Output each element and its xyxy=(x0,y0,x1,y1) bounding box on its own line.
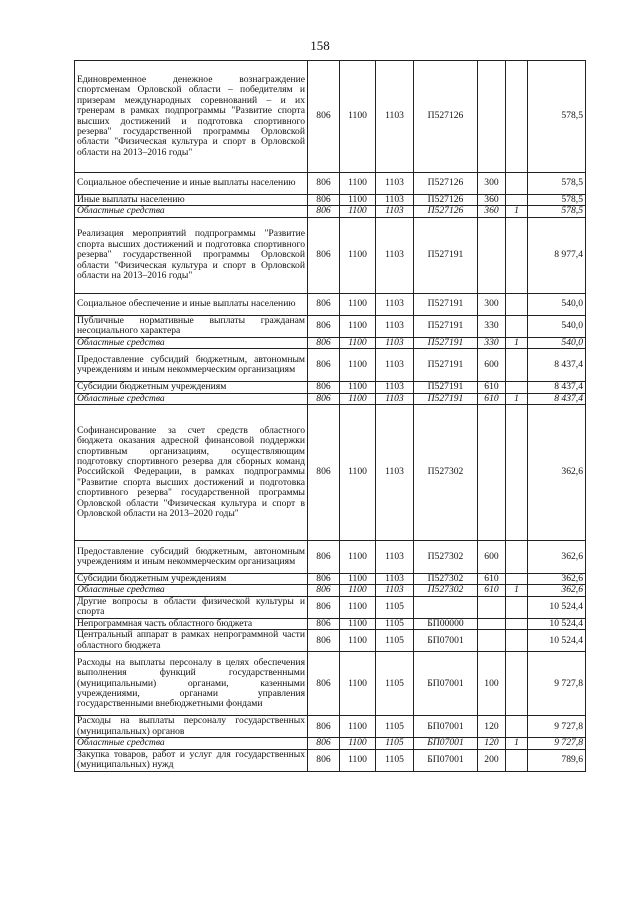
funding-source-cell xyxy=(506,217,528,293)
amount-cell: 540,0 xyxy=(528,293,586,315)
section-code-cell: 1100 xyxy=(340,630,376,652)
regional-funds-row xyxy=(75,393,586,404)
subsection-code-cell: 1103 xyxy=(376,315,414,337)
subsection-code-cell: 1105 xyxy=(376,716,414,738)
amount-cell: 10 524,4 xyxy=(528,618,586,629)
expense-type-cell: 120 xyxy=(478,738,506,749)
section-code-cell: 1100 xyxy=(340,585,376,596)
expense-name-cell: Единовременное денежное вознаграждение спортсменам Орловской области – победителям и призерам международных соревнований – и их тренерам в рамках подпрограммы "Развитие спорта высших достижений и подготовка спортивного резерва" государственной программы Орловской области "Физическая культура и спорт в Орловской области на 2013–2016 годы" xyxy=(75,61,308,173)
target-article-cell: БП07001 xyxy=(414,716,478,738)
target-article-cell: П527191 xyxy=(414,293,478,315)
subsection-code-cell: 1103 xyxy=(376,337,414,348)
target-article-cell: П527126 xyxy=(414,173,478,195)
target-article-cell: БП07001 xyxy=(414,652,478,716)
expense-name-cell: Областные средства xyxy=(75,206,308,217)
table-row xyxy=(75,618,586,629)
subsection-code-cell: 1103 xyxy=(376,349,414,382)
expense-name-cell: Закупка товаров, работ и услуг для государственных (муниципальных) нужд xyxy=(75,749,308,771)
target-article-cell: П527191 xyxy=(414,315,478,337)
section-code-cell: 1100 xyxy=(340,61,376,173)
expense-name-cell: Субсидии бюджетным учреждениям xyxy=(75,382,308,393)
subsection-code-cell: 1103 xyxy=(376,173,414,195)
table-row xyxy=(75,630,586,652)
funding-source-cell: 1 xyxy=(506,738,528,749)
expense-name-cell: Социальное обеспечение и иные выплаты населению xyxy=(75,293,308,315)
amount-cell: 8 437,4 xyxy=(528,382,586,393)
expense-name-cell: Центральный аппарат в рамках непрограммной части областного бюджета xyxy=(75,630,308,652)
funding-source-cell: 1 xyxy=(506,585,528,596)
amount-cell: 10 524,4 xyxy=(528,596,586,618)
expense-type-cell xyxy=(478,596,506,618)
expense-name-cell: Расходы на выплаты персоналу в целях обеспечения выполнения функций государственными (муниципальными) органами, казенными учреждениями, органами управления государственными внебюджетными фондами xyxy=(75,652,308,716)
amount-cell: 540,0 xyxy=(528,337,586,348)
subsection-code-cell: 1105 xyxy=(376,630,414,652)
target-article-cell: БП07001 xyxy=(414,630,478,652)
expense-type-cell: 610 xyxy=(478,585,506,596)
section-code-cell: 1100 xyxy=(340,574,376,585)
expense-name-cell: Социальное обеспечение и иные выплаты населению xyxy=(75,173,308,195)
section-code-cell: 1100 xyxy=(340,618,376,629)
subsection-code-cell: 1105 xyxy=(376,652,414,716)
subsection-code-cell: 1103 xyxy=(376,293,414,315)
expense-type-cell: 330 xyxy=(478,315,506,337)
subsection-code-cell: 1103 xyxy=(376,393,414,404)
expense-name-cell: Субсидии бюджетным учреждениям xyxy=(75,574,308,585)
amount-cell: 8 437,4 xyxy=(528,349,586,382)
section-code-cell: 1100 xyxy=(340,738,376,749)
funding-source-cell xyxy=(506,574,528,585)
amount-cell: 362,6 xyxy=(528,585,586,596)
funding-source-cell xyxy=(506,195,528,206)
ministry-code-cell: 806 xyxy=(308,382,340,393)
funding-source-cell xyxy=(506,315,528,337)
target-article-cell: П527302 xyxy=(414,405,478,541)
ministry-code-cell: 806 xyxy=(308,541,340,574)
ministry-code-cell: 806 xyxy=(308,206,340,217)
target-article-cell: БП07001 xyxy=(414,749,478,771)
table-row xyxy=(75,315,586,337)
ministry-code-cell: 806 xyxy=(308,585,340,596)
expense-type-cell: 200 xyxy=(478,749,506,771)
section-code-cell: 1100 xyxy=(340,206,376,217)
section-code-cell: 1100 xyxy=(340,173,376,195)
subsection-code-cell: 1103 xyxy=(376,574,414,585)
expense-type-cell xyxy=(478,405,506,541)
expense-type-cell: 120 xyxy=(478,716,506,738)
section-code-cell: 1100 xyxy=(340,217,376,293)
regional-funds-row xyxy=(75,206,586,217)
target-article-cell: П527126 xyxy=(414,61,478,173)
expense-name-cell: Расходы на выплаты персоналу государственных (муниципальных) органов xyxy=(75,716,308,738)
subsection-code-cell: 1105 xyxy=(376,738,414,749)
expense-type-cell: 360 xyxy=(478,206,506,217)
expense-type-cell xyxy=(478,61,506,173)
target-article-cell: П527302 xyxy=(414,585,478,596)
target-article-cell: БП07001 xyxy=(414,738,478,749)
subsection-code-cell: 1105 xyxy=(376,618,414,629)
ministry-code-cell: 806 xyxy=(308,630,340,652)
expense-type-cell: 330 xyxy=(478,337,506,348)
expense-type-cell: 600 xyxy=(478,541,506,574)
section-code-cell: 1100 xyxy=(340,652,376,716)
section-code-cell: 1100 xyxy=(340,315,376,337)
table-row xyxy=(75,382,586,393)
expense-name-cell: Реализация мероприятий подпрограммы "Развитие спорта высших достижений и подготовка спортивного резерва" государственной программы Орловской области "Физическая культура и спорт в Орловской области на 2013–2016 годы" xyxy=(75,217,308,293)
subsection-code-cell: 1103 xyxy=(376,382,414,393)
subsection-code-cell: 1103 xyxy=(376,206,414,217)
funding-source-cell xyxy=(506,173,528,195)
ministry-code-cell: 806 xyxy=(308,749,340,771)
expense-name-cell: Областные средства xyxy=(75,393,308,404)
section-code-cell: 1100 xyxy=(340,393,376,404)
section-code-cell: 1100 xyxy=(340,382,376,393)
funding-source-cell xyxy=(506,652,528,716)
expense-name-cell: Предоставление субсидий бюджетным, автономным учреждениям и иным некоммерческим организациям xyxy=(75,541,308,574)
budget-table xyxy=(74,60,586,772)
amount-cell: 9 727,8 xyxy=(528,716,586,738)
table-row xyxy=(75,716,586,738)
expense-name-cell: Публичные нормативные выплаты гражданам несоциального характера xyxy=(75,315,308,337)
funding-source-cell xyxy=(506,716,528,738)
ministry-code-cell: 806 xyxy=(308,337,340,348)
expense-name-cell: Областные средства xyxy=(75,337,308,348)
expense-name-cell: Иные выплаты населению xyxy=(75,195,308,206)
amount-cell: 578,5 xyxy=(528,195,586,206)
target-article-cell: П527126 xyxy=(414,195,478,206)
expense-type-cell: 600 xyxy=(478,349,506,382)
amount-cell: 789,6 xyxy=(528,749,586,771)
target-article-cell: П527191 xyxy=(414,337,478,348)
funding-source-cell: 1 xyxy=(506,337,528,348)
funding-source-cell xyxy=(506,749,528,771)
funding-source-cell: 1 xyxy=(506,393,528,404)
expense-name-cell: Областные средства xyxy=(75,738,308,749)
subsection-code-cell: 1105 xyxy=(376,596,414,618)
table-row xyxy=(75,405,586,541)
expense-name-cell: Предоставление субсидий бюджетным, автономным учреждениям и иным некоммерческим организациям xyxy=(75,349,308,382)
amount-cell: 362,6 xyxy=(528,574,586,585)
table-row xyxy=(75,61,586,173)
expense-type-cell xyxy=(478,630,506,652)
table-row xyxy=(75,749,586,771)
section-code-cell: 1100 xyxy=(340,405,376,541)
table-row xyxy=(75,293,586,315)
amount-cell: 8 977,4 xyxy=(528,217,586,293)
table-row xyxy=(75,652,586,716)
section-code-cell: 1100 xyxy=(340,337,376,348)
ministry-code-cell: 806 xyxy=(308,574,340,585)
amount-cell: 362,6 xyxy=(528,541,586,574)
expense-name-cell: Областные средства xyxy=(75,585,308,596)
regional-funds-row xyxy=(75,738,586,749)
funding-source-cell xyxy=(506,630,528,652)
expense-name-cell: Другие вопросы в области физической культуры и спорта xyxy=(75,596,308,618)
amount-cell: 9 727,8 xyxy=(528,738,586,749)
ministry-code-cell: 806 xyxy=(308,405,340,541)
regional-funds-row xyxy=(75,337,586,348)
funding-source-cell xyxy=(506,596,528,618)
section-code-cell: 1100 xyxy=(340,596,376,618)
ministry-code-cell: 806 xyxy=(308,61,340,173)
funding-source-cell xyxy=(506,61,528,173)
target-article-cell: БП00000 xyxy=(414,618,478,629)
expense-name-cell: Софинансирование за счет средств областного бюджета оказания адресной финансовой поддержки спортивным организациям, осуществляющим подготовку спортивного резерва для сборных команд Российской Федерации, в рамках подпрограммы "Развитие спорта высших достижений и подготовка спортивного резерва" государственной программы Орловской области "Физическая культура и спорт в Орловской области на 2013–2020 годы" xyxy=(75,405,308,541)
expense-type-cell: 610 xyxy=(478,382,506,393)
funding-source-cell: 1 xyxy=(506,206,528,217)
page-number: 158 xyxy=(310,38,330,53)
ministry-code-cell: 806 xyxy=(308,716,340,738)
section-code-cell: 1100 xyxy=(340,541,376,574)
expense-type-cell: 610 xyxy=(478,574,506,585)
target-article-cell: П527126 xyxy=(414,206,478,217)
section-code-cell: 1100 xyxy=(340,195,376,206)
amount-cell: 540,0 xyxy=(528,315,586,337)
subsection-code-cell: 1103 xyxy=(376,541,414,574)
subsection-code-cell: 1103 xyxy=(376,585,414,596)
ministry-code-cell: 806 xyxy=(308,393,340,404)
amount-cell: 9 727,8 xyxy=(528,652,586,716)
funding-source-cell xyxy=(506,382,528,393)
section-code-cell: 1100 xyxy=(340,749,376,771)
subsection-code-cell: 1105 xyxy=(376,749,414,771)
expense-name-cell: Непрограммная часть областного бюджета xyxy=(75,618,308,629)
ministry-code-cell: 806 xyxy=(308,195,340,206)
target-article-cell: П527191 xyxy=(414,217,478,293)
ministry-code-cell: 806 xyxy=(308,315,340,337)
target-article-cell: П527302 xyxy=(414,574,478,585)
target-article-cell: П527302 xyxy=(414,541,478,574)
table-row xyxy=(75,195,586,206)
amount-cell: 578,5 xyxy=(528,206,586,217)
expense-type-cell: 300 xyxy=(478,293,506,315)
funding-source-cell xyxy=(506,349,528,382)
ministry-code-cell: 806 xyxy=(308,173,340,195)
subsection-code-cell: 1103 xyxy=(376,217,414,293)
table-row xyxy=(75,173,586,195)
amount-cell: 578,5 xyxy=(528,173,586,195)
expense-type-cell: 300 xyxy=(478,173,506,195)
ministry-code-cell: 806 xyxy=(308,596,340,618)
target-article-cell: П527191 xyxy=(414,382,478,393)
expense-type-cell: 360 xyxy=(478,195,506,206)
regional-funds-row xyxy=(75,585,586,596)
subsection-code-cell: 1103 xyxy=(376,61,414,173)
amount-cell: 8 437,4 xyxy=(528,393,586,404)
funding-source-cell xyxy=(506,618,528,629)
funding-source-cell xyxy=(506,541,528,574)
expense-type-cell xyxy=(478,618,506,629)
expense-type-cell xyxy=(478,217,506,293)
expense-type-cell: 610 xyxy=(478,393,506,404)
budget-table-body xyxy=(75,61,586,772)
ministry-code-cell: 806 xyxy=(308,738,340,749)
amount-cell: 578,5 xyxy=(528,61,586,173)
funding-source-cell xyxy=(506,293,528,315)
subsection-code-cell: 1103 xyxy=(376,195,414,206)
ministry-code-cell: 806 xyxy=(308,349,340,382)
target-article-cell xyxy=(414,596,478,618)
section-code-cell: 1100 xyxy=(340,716,376,738)
ministry-code-cell: 806 xyxy=(308,217,340,293)
subsection-code-cell: 1103 xyxy=(376,405,414,541)
section-code-cell: 1100 xyxy=(340,349,376,382)
table-row xyxy=(75,574,586,585)
funding-source-cell xyxy=(506,405,528,541)
ministry-code-cell: 806 xyxy=(308,293,340,315)
section-code-cell: 1100 xyxy=(340,293,376,315)
expense-type-cell: 100 xyxy=(478,652,506,716)
target-article-cell: П527191 xyxy=(414,393,478,404)
ministry-code-cell: 806 xyxy=(308,618,340,629)
target-article-cell: П527191 xyxy=(414,349,478,382)
table-row xyxy=(75,596,586,618)
amount-cell: 10 524,4 xyxy=(528,630,586,652)
amount-cell: 362,6 xyxy=(528,405,586,541)
table-row xyxy=(75,541,586,574)
table-row xyxy=(75,217,586,293)
ministry-code-cell: 806 xyxy=(308,652,340,716)
table-row xyxy=(75,349,586,382)
